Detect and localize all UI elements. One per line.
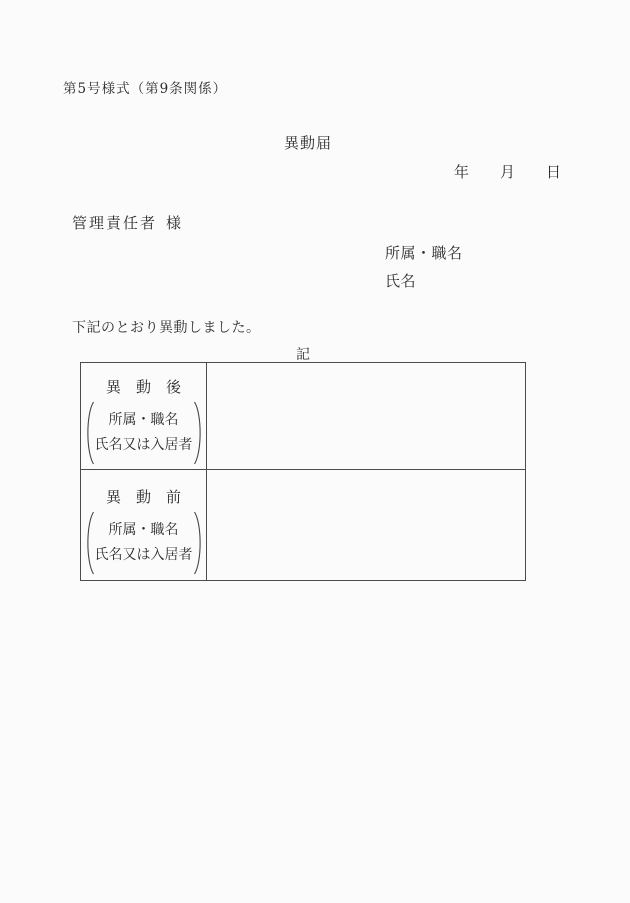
after-change-label-cell xyxy=(81,363,207,470)
form-number: 第5号様式（第9条関係） xyxy=(63,81,228,97)
body-text: 下記のとおり異動しました。 xyxy=(72,320,261,336)
sender-affiliation-label: 所属・職名 xyxy=(385,244,463,262)
before-change-affiliation-label: 所属・職名 xyxy=(108,522,179,538)
addressee-honorific: 様 xyxy=(166,214,184,232)
addressee-line xyxy=(72,212,183,233)
change-table xyxy=(80,362,526,581)
record-heading: 記 xyxy=(296,347,310,363)
after-change-name-label: 氏名又は入居者 xyxy=(94,437,193,453)
addressee-title: 管理責任者 xyxy=(72,214,158,232)
before-change-label-cell xyxy=(81,470,207,580)
right-paren-icon xyxy=(193,510,205,576)
after-change-paren-group xyxy=(83,400,205,466)
after-change-value-cell xyxy=(207,363,525,470)
after-change-heading: 異 動 後 xyxy=(105,378,181,396)
left-paren-icon xyxy=(83,400,95,466)
before-change-value-cell xyxy=(207,470,525,580)
before-change-sub-labels xyxy=(96,518,192,568)
before-change-name-label: 氏名又は入居者 xyxy=(94,547,193,563)
sender-block xyxy=(385,239,463,295)
sender-name-label: 氏名 xyxy=(385,272,417,290)
after-change-sub-labels xyxy=(96,408,192,458)
before-change-heading: 異 動 前 xyxy=(105,488,181,506)
day-label: 日 xyxy=(545,163,561,181)
before-change-paren-group xyxy=(83,510,205,576)
year-label: 年 xyxy=(453,163,469,181)
after-change-affiliation-label: 所属・職名 xyxy=(108,412,179,428)
right-paren-icon xyxy=(193,400,205,466)
document-title: 異動届 xyxy=(283,134,332,152)
left-paren-icon xyxy=(83,510,95,576)
month-label: 月 xyxy=(499,163,515,181)
date-line xyxy=(454,161,561,182)
